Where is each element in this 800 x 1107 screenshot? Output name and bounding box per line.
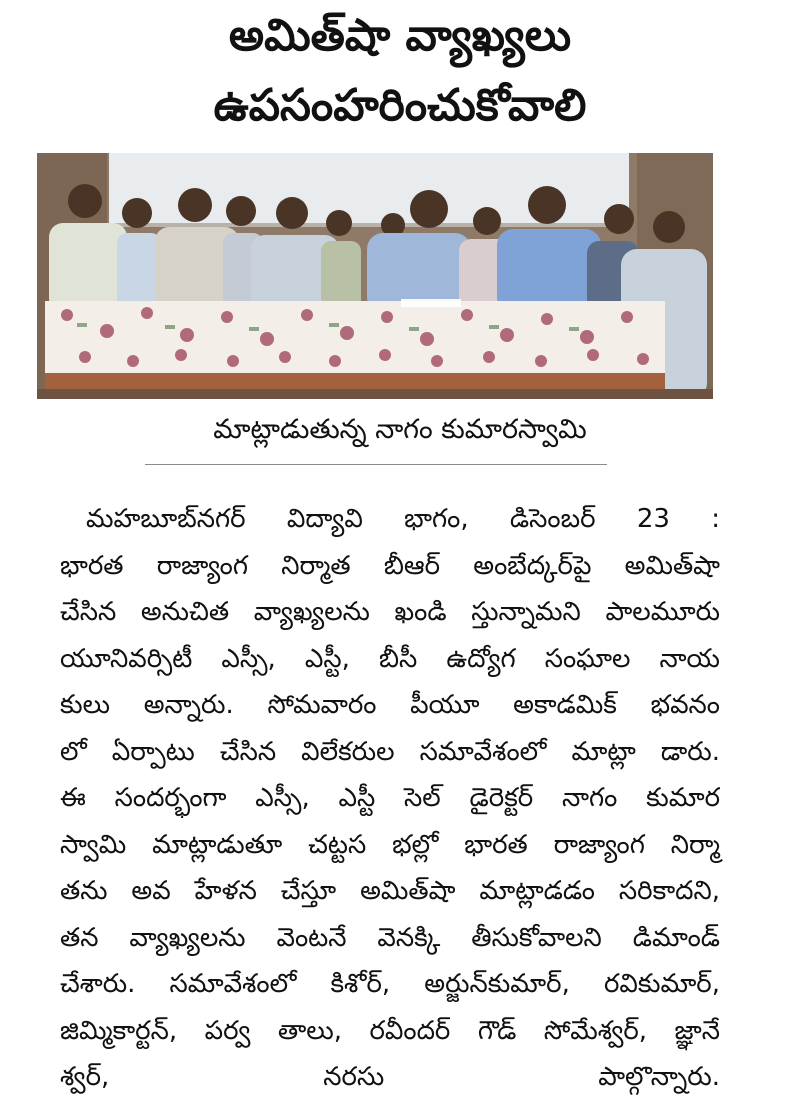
- body-line: చేశారు. సమావేశంలో కిశోర్, అర్జున్‌కుమార్, రవికుమార్,: [60, 969, 720, 999]
- body-line: యూనివర్సిటీ ఎస్సీ, ఎస్టీ, బీసీ ఉద్యోగ సంఘాల నాయ: [60, 643, 720, 674]
- body-line: మహబూబ్‌నగర్ విద్యావి భాగం, డిసెంబర్ 23 :: [86, 504, 720, 534]
- photo-illustration: [37, 153, 713, 399]
- headline-line-2: ఉపసంహరించుకోవాలి: [213, 80, 587, 131]
- article-body: [60, 496, 720, 1092]
- headline-line-1: అమిత్‌షా వ్యాఖ్యలు: [228, 10, 572, 61]
- body-line: శ్వర్, నరసు పాల్గొన్నారు.: [60, 1062, 720, 1092]
- body-line: భారత రాజ్యాంగ నిర్మాత బీఆర్ అంబేద్కర్‌పై అమిత్‌షా: [60, 550, 720, 581]
- body-line: తన వ్యాఖ్యలను వెంటనే వెనక్కి తీసుకోవాలని డిమాండ్: [60, 922, 720, 953]
- body-line: ఈ సందర్భంగా ఎస్సీ, ఎస్టీ సెల్ డైరెక్టర్ నాగం కుమార: [60, 783, 720, 813]
- body-line: చేసిన అనుచిత వ్యాఖ్యలను ఖండి స్తున్నామని పాలమూరు: [60, 597, 720, 627]
- press-meet-photo: [37, 153, 713, 399]
- body-line: తను అవ హేళన చేస్తూ అమిత్‌షా మాట్లాడడం సరికాదని,: [60, 876, 720, 906]
- body-line: కులు అన్నారు. సోమవారం పీయూ అకాడమిక్ భవనం: [60, 690, 720, 720]
- body-line: జిమ్మికార్టన్, పర్వ తాలు, రవీందర్ గౌడ్ సోమేశ్వర్, జ్ఞానే: [60, 1015, 720, 1046]
- body-line: స్వామి మాట్లాడుతూ చట్టస భల్లో భారత రాజ్యాంగ నిర్మా: [60, 829, 720, 860]
- caption-divider: [145, 464, 607, 465]
- photo-caption: మాట్లాడుతున్న నాగం కుమారస్వామి: [213, 414, 587, 445]
- body-line: లో ఏర్పాటు చేసిన విలేకరుల సమావేశంలో మాట్లా డారు.: [60, 736, 720, 767]
